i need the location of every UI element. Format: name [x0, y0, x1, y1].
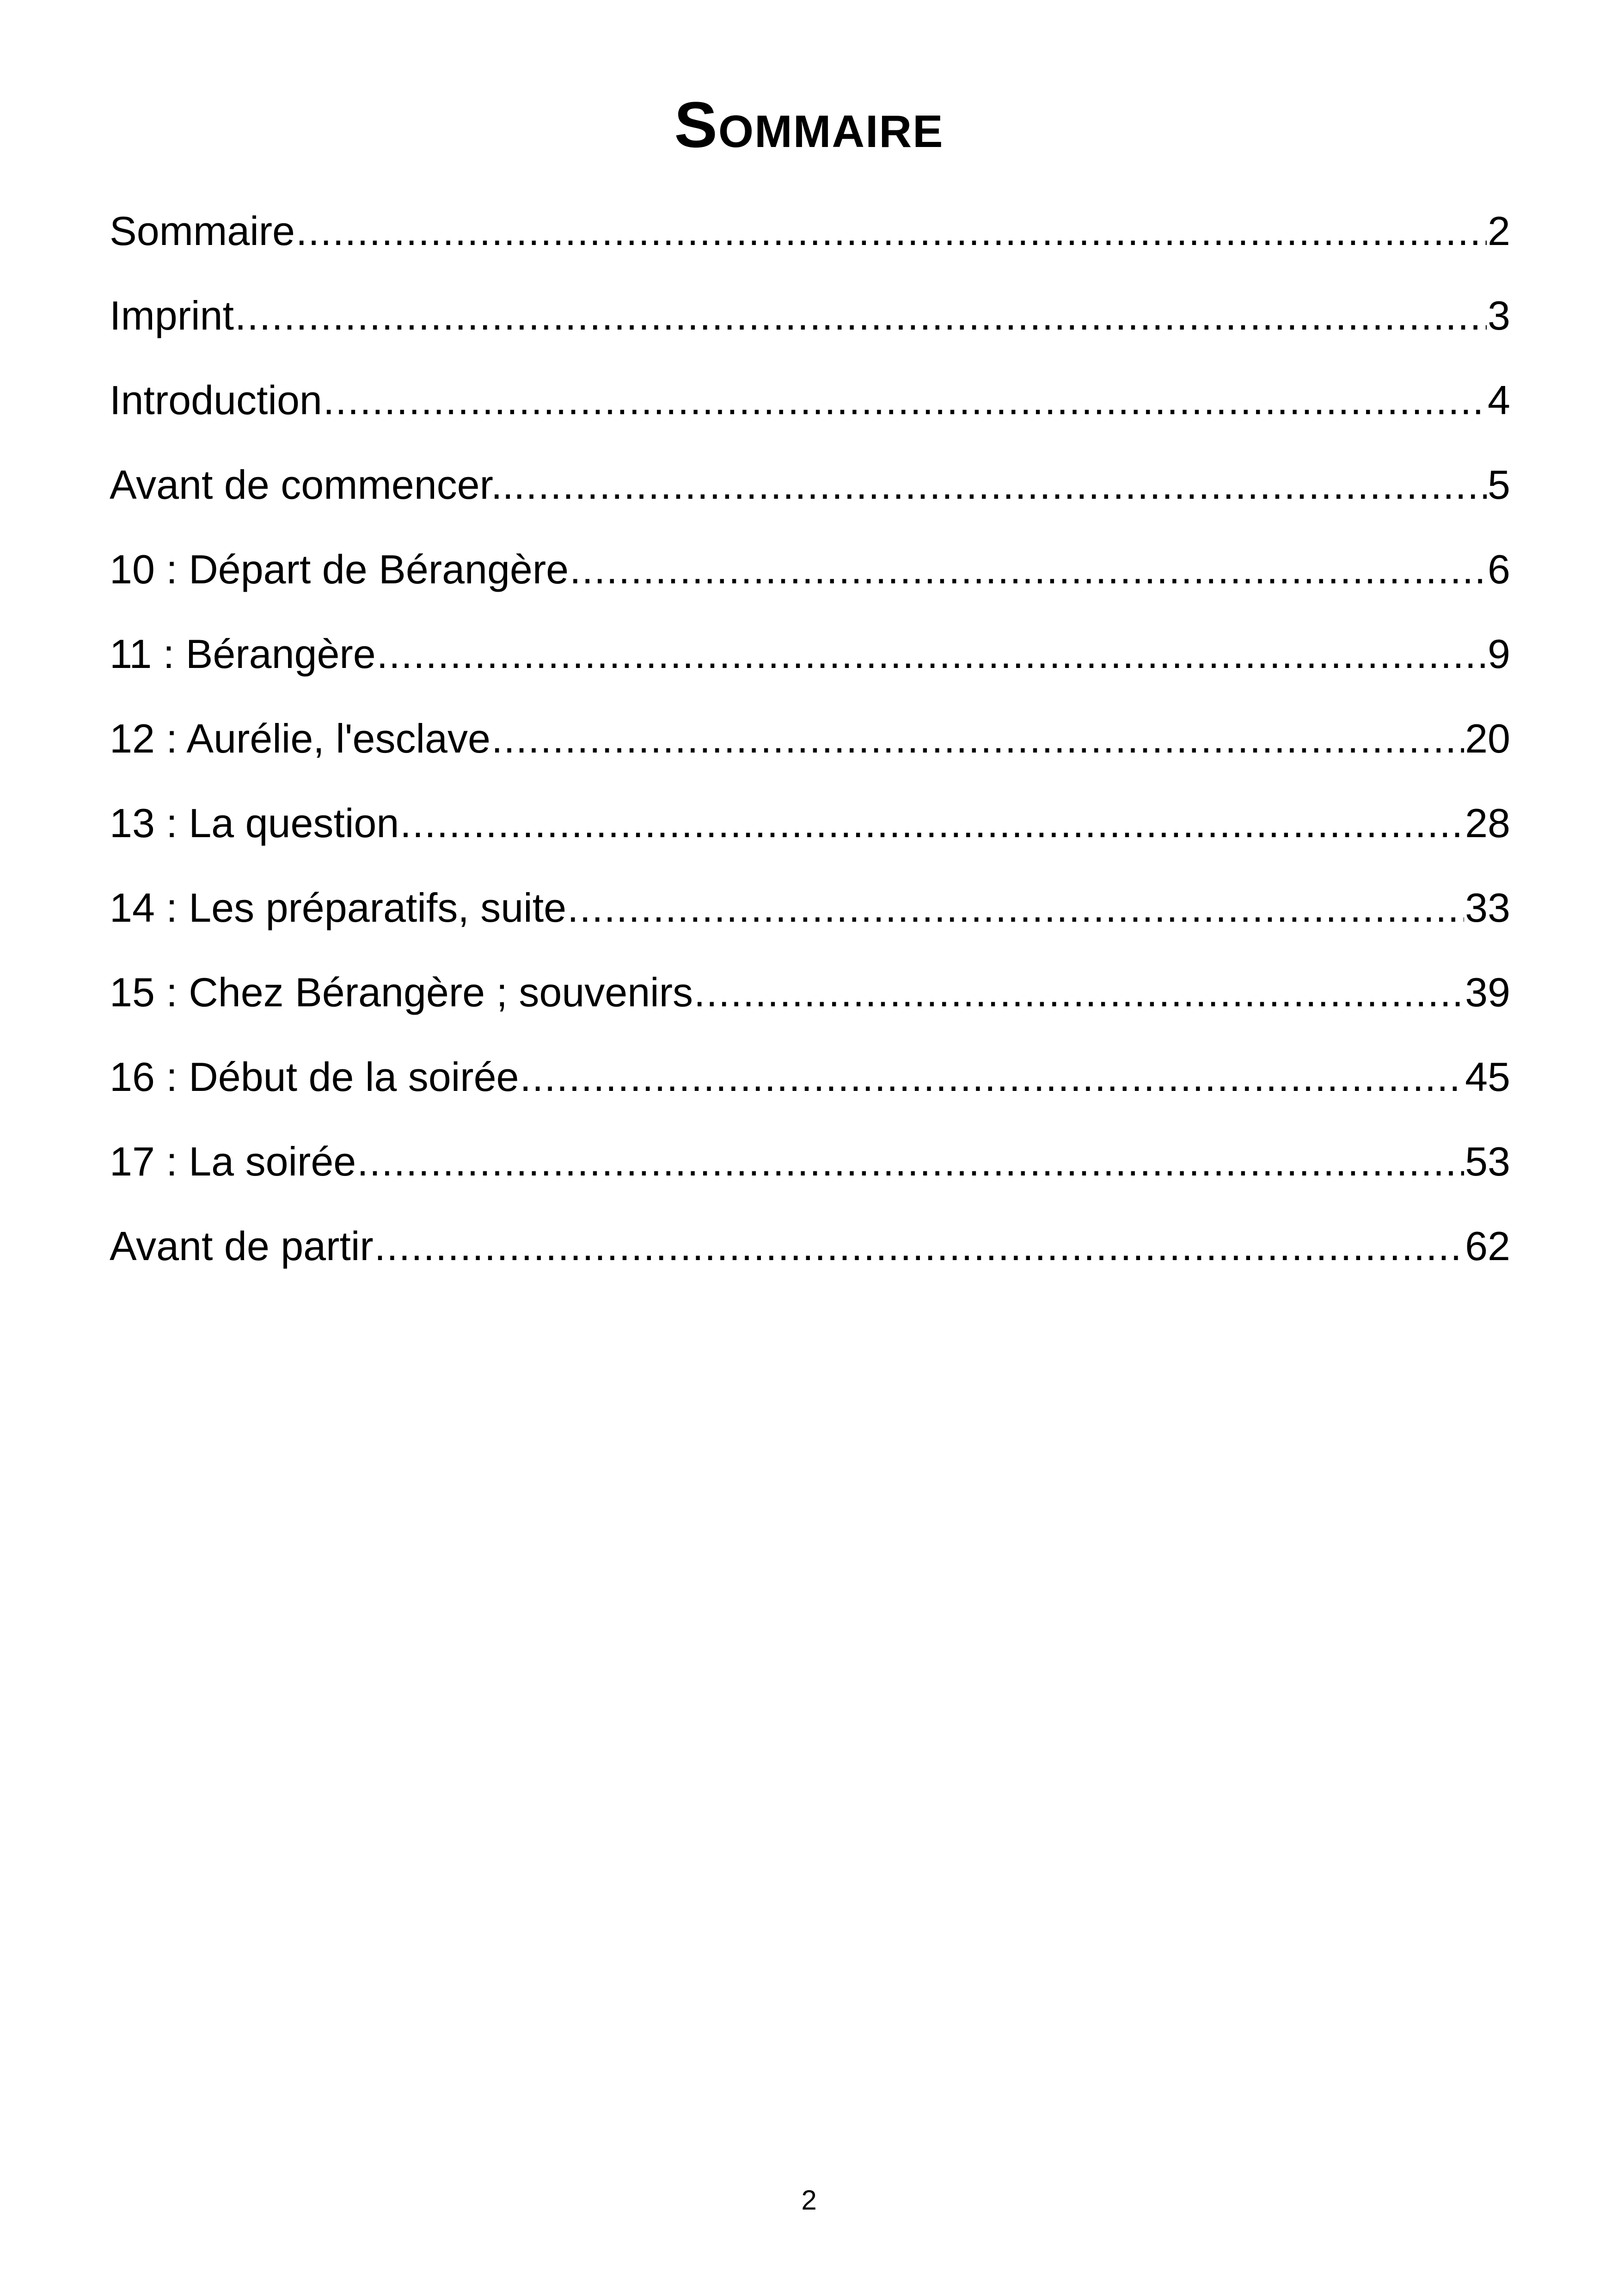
toc-entry-page: 3: [1488, 293, 1510, 338]
toc-entry-label: Avant de partir: [110, 1223, 374, 1269]
toc-entry-page: 39: [1465, 969, 1510, 1015]
toc-dot-leader: [235, 283, 1487, 348]
toc-dot-leader: [570, 537, 1487, 602]
toc-entry-page: 33: [1465, 885, 1510, 931]
toc-entry-label: 17 : La soirée: [110, 1139, 356, 1184]
toc-entry[interactable]: [110, 537, 1510, 622]
toc-entry[interactable]: [110, 706, 1510, 791]
toc-entry-page: 20: [1465, 716, 1510, 761]
toc-dot-leader: [526, 453, 1487, 517]
toc-entry-page: 4: [1488, 377, 1510, 423]
toc-entry-label: 13 : La question: [110, 800, 399, 846]
toc-entry-page: 9: [1488, 631, 1510, 677]
toc-entry[interactable]: [110, 199, 1510, 283]
toc-entry-page: 5: [1488, 462, 1510, 508]
table-of-contents: [110, 199, 1510, 1298]
toc-entry[interactable]: [110, 960, 1510, 1045]
toc-dot-leader: [323, 368, 1487, 433]
toc-entry-label: 12 : Aurélie, l'esclave: [110, 716, 490, 761]
toc-entry-page: 2: [1488, 208, 1510, 254]
toc-entry-label: 14 : Les préparatifs, suite: [110, 885, 567, 931]
toc-entry-page: 62: [1465, 1223, 1510, 1269]
toc-entry-label: Introduction: [110, 377, 322, 423]
toc-entry-label: Imprint: [110, 293, 234, 338]
toc-entry[interactable]: [110, 791, 1510, 876]
toc-entry-page: 45: [1465, 1054, 1510, 1100]
toc-entry-label: 15 : Chez Bérangère ; souvenirs: [110, 969, 693, 1015]
toc-dot-leader: [520, 1045, 1464, 1109]
toc-entry[interactable]: [110, 622, 1510, 706]
toc-entry-label: 16 : Début de la soirée: [110, 1054, 519, 1100]
page-title: Sommaire: [674, 88, 944, 161]
toc-entry[interactable]: [110, 453, 1510, 537]
toc-entry-label: Sommaire: [110, 208, 295, 254]
toc-dot-leader: [374, 1214, 1464, 1279]
toc-entry[interactable]: [110, 1214, 1510, 1298]
toc-entry-page: 6: [1488, 546, 1510, 592]
toc-entry[interactable]: [110, 283, 1510, 368]
page-number: 2: [801, 2185, 817, 2216]
toc-dot-leader: [357, 1129, 1464, 1194]
toc-entry[interactable]: [110, 1045, 1510, 1129]
toc-entry-page: 28: [1465, 800, 1510, 846]
toc-entry-page: 53: [1465, 1139, 1510, 1184]
toc-dot-leader: [694, 960, 1464, 1025]
toc-dot-leader: [567, 876, 1464, 940]
toc-entry-label: 11 : Bérangère: [110, 631, 376, 677]
toc-entry[interactable]: [110, 368, 1510, 453]
toc-entry[interactable]: [110, 876, 1510, 960]
toc-dot-leader: [296, 199, 1487, 263]
toc-dot-leader: [491, 706, 1464, 771]
toc-entry-label: Avant de commencer...: [110, 462, 525, 508]
toc-dot-leader: [377, 622, 1487, 686]
toc-entry-label: 10 : Départ de Bérangère: [110, 546, 569, 592]
toc-dot-leader: [400, 791, 1464, 856]
toc-entry[interactable]: [110, 1129, 1510, 1214]
